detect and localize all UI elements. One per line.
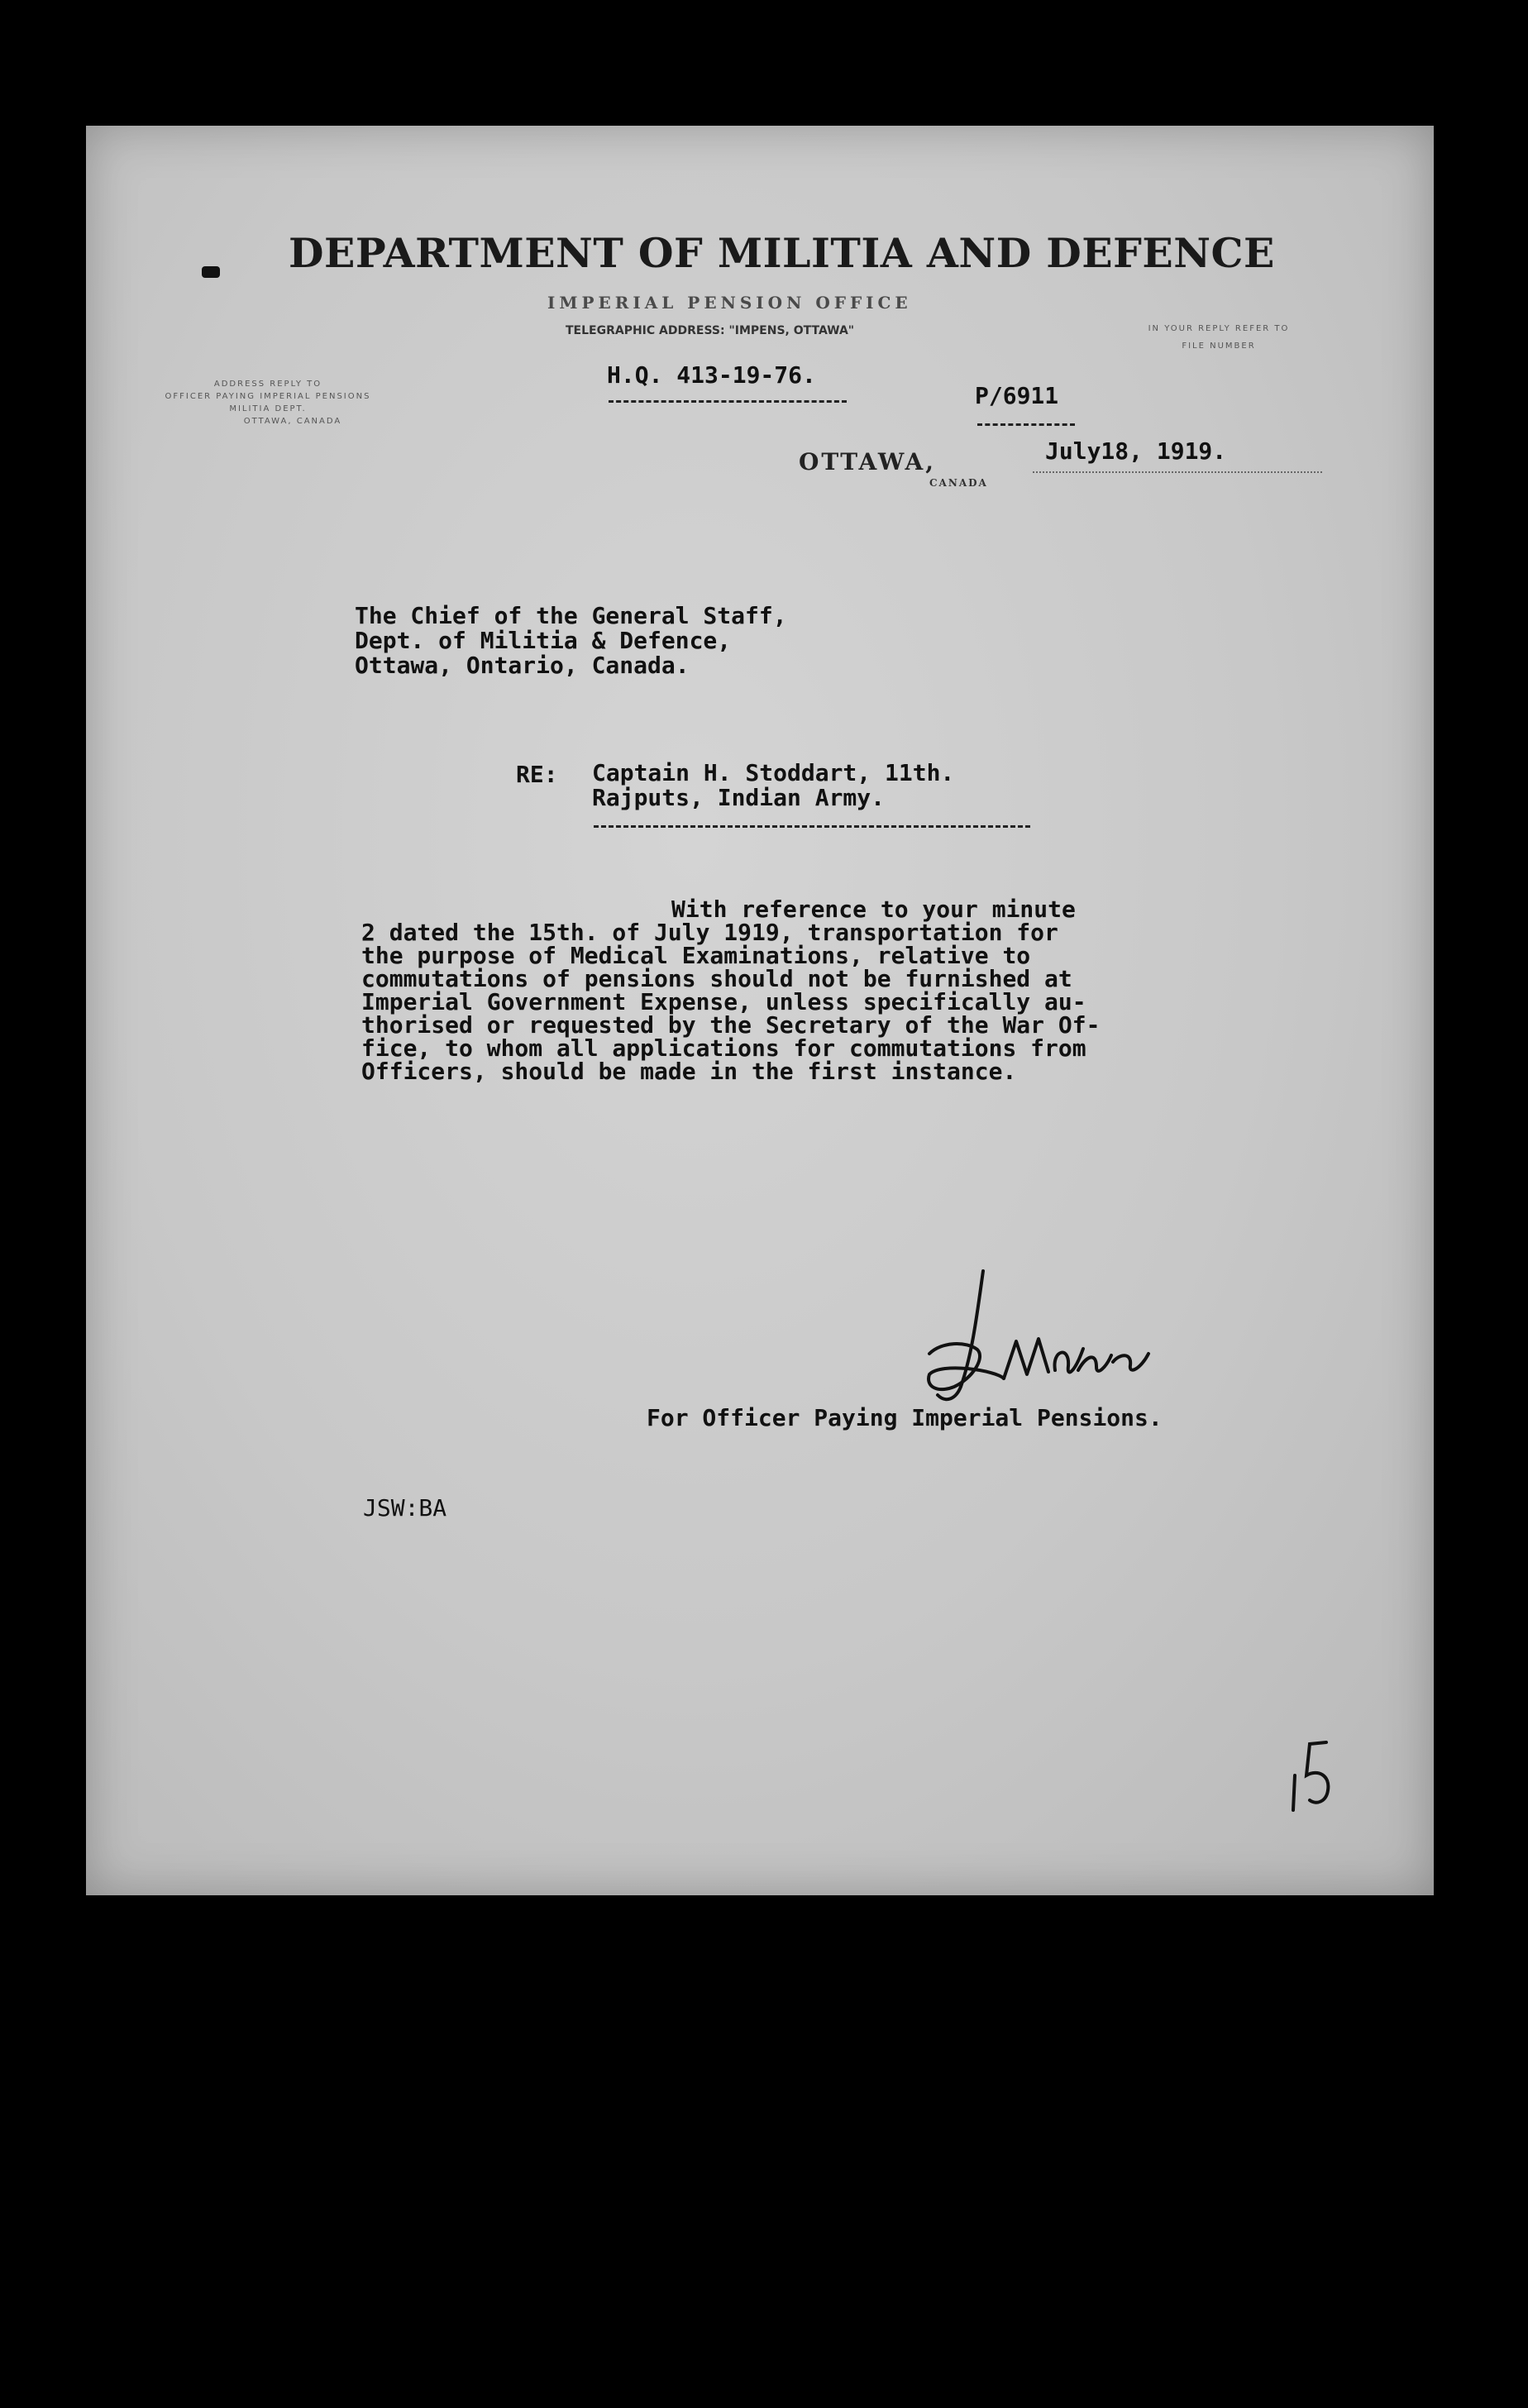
department-heading: DEPARTMENT OF MILITIA AND DEFENCE xyxy=(289,229,1275,277)
punch-mark xyxy=(202,266,220,278)
letter-page xyxy=(86,126,1434,1895)
office-name: IMPERIAL PENSION OFFICE xyxy=(547,293,912,313)
subject-label: RE: xyxy=(516,761,558,788)
hq-reference: H.Q. 413-19-76. xyxy=(607,361,816,389)
page-mark-text xyxy=(1285,1726,1286,1727)
address-reply-block: ADDRESS REPLY TO OFFICER PAYING IMPERIAL PENSIONS MILITIA DEPT. OTTAWA, CANADA xyxy=(165,380,371,426)
letter-body: With reference to your minute 2 dated the 15th. of July 1919, transportation for the purpose of Medical Examinations, relative to commutations of pensions should not be furnished at Imperial Government Expense, unless specifically au- thorised or requested by the Secretary of the War Of- fice, to whom all applications for commutations from Officers, should be made in the first instance. xyxy=(361,896,1101,1085)
hq-underline xyxy=(609,400,847,403)
typist-initials: JSW:BA xyxy=(363,1494,447,1522)
page-mark xyxy=(1285,1726,1343,1825)
signature-name xyxy=(880,1263,883,1264)
signature-line: For Officer Paying Imperial Pensions. xyxy=(647,1404,1163,1431)
subject-block: Captain H. Stoddart, 11th. Rajputs, Indian Army. xyxy=(592,759,955,811)
date-line xyxy=(1033,471,1322,473)
recipient-block: The Chief of the General Staff, Dept. of Militia & Defence, Ottawa, Ontario, Canada. xyxy=(355,602,787,679)
file-number: P/6911 xyxy=(975,382,1059,409)
signature xyxy=(880,1263,1161,1420)
telegraphic-address: TELEGRAPHIC ADDRESS: "IMPENS, OTTAWA" xyxy=(566,324,855,337)
subject-underline xyxy=(594,825,1030,828)
reply-refer-note: IN YOUR REPLY REFER TO FILE NUMBER xyxy=(1148,324,1290,351)
letter-date: July18, 1919. xyxy=(1045,437,1227,465)
country-name: CANADA xyxy=(929,477,988,489)
city-name: OTTAWA, xyxy=(799,448,936,475)
file-number-underline xyxy=(977,423,1075,426)
